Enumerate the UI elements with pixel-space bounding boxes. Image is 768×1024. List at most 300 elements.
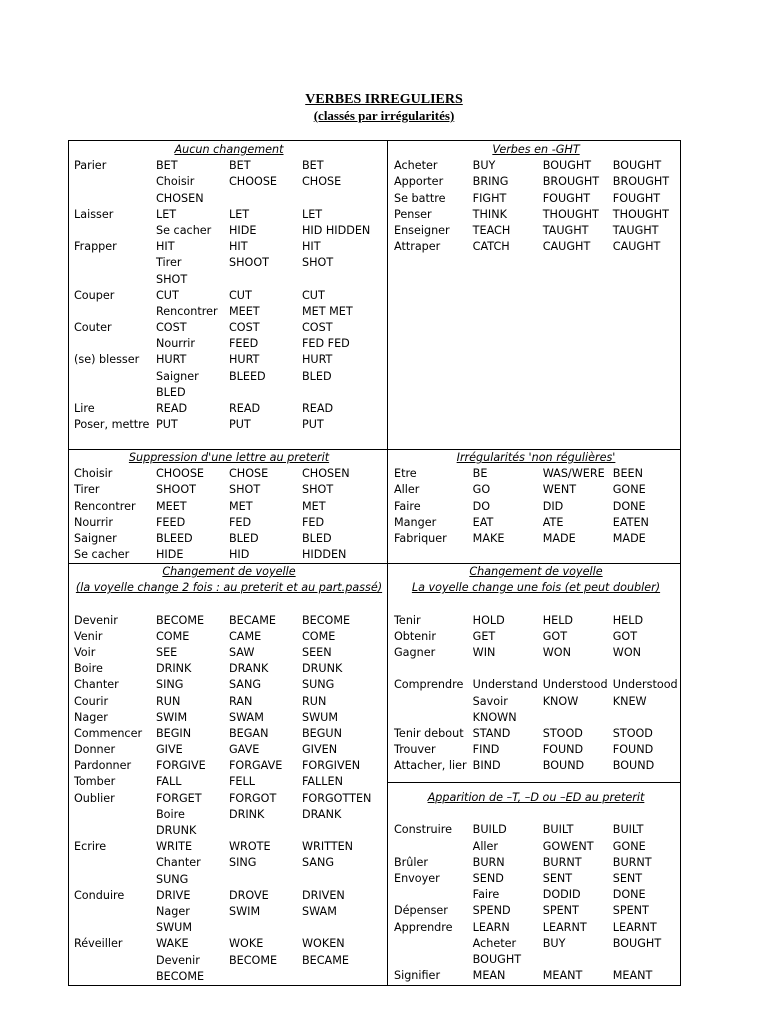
base-form-cell: COME: [156, 629, 190, 643]
past-participle-cell: DONE: [612, 499, 646, 513]
section-header: Changement de voyelle: [162, 565, 296, 578]
base-form-cell: MAKE: [472, 531, 505, 545]
french-verb-cell: Réveiller: [74, 937, 123, 951]
past-participle-cell: HID HIDDEN: [302, 223, 371, 237]
past-participle-cell: READ: [302, 402, 334, 416]
past-participle-cell: [613, 596, 678, 612]
verb-row: [74, 629, 384, 645]
verb-row: [394, 629, 678, 645]
base-form-cell: FIGHT: [472, 191, 507, 205]
base-form-cell: MEAN: [472, 969, 506, 983]
verb-row: [394, 920, 678, 936]
preterit-cell: [229, 920, 302, 936]
section-suppression-lettre: [74, 450, 384, 563]
past-participle-cell: FORGIVEN: [302, 759, 361, 773]
base-form-cell: SUNG: [156, 872, 189, 886]
preterit-cell: CHOOSE: [229, 175, 278, 189]
past-participle-cell: BET: [302, 159, 324, 173]
past-participle-cell: CHOSEN: [302, 467, 350, 481]
preterit-cell: [229, 969, 302, 985]
base-form-cell: FORGIVE: [156, 759, 206, 773]
base-form-cell: SEND: [472, 871, 504, 885]
french-verb-cell: Poser, mettre: [74, 418, 150, 432]
french-verb-cell: Acheter: [394, 159, 438, 173]
verb-row: [394, 223, 678, 239]
past-participle-cell: MET: [302, 499, 326, 513]
french-verb-cell: [74, 855, 156, 871]
past-participle-cell: FORGOTTEN: [302, 791, 372, 805]
verb-row: [74, 920, 384, 936]
french-verb-cell: Lire: [74, 402, 95, 416]
verb-row: [394, 661, 678, 677]
french-verb-cell: Saigner: [74, 531, 117, 545]
base-form-cell: BEGIN: [156, 726, 192, 740]
base-form-cell: BE: [472, 467, 488, 481]
preterit-cell: WENT: [542, 483, 577, 497]
preterit-cell: RAN: [229, 694, 253, 708]
past-participle-cell: [302, 823, 382, 839]
base-form-cell: Boire: [156, 807, 185, 821]
french-verb-cell: [74, 807, 156, 823]
past-participle-cell: WRITTEN: [302, 840, 354, 854]
preterit-cell: MET: [229, 499, 253, 513]
base-form-cell: SWIM: [156, 710, 188, 724]
verb-row: [74, 499, 384, 515]
base-form-cell: DRUNK: [156, 824, 197, 838]
base-form-cell: Saigner: [156, 369, 199, 383]
base-form-cell: BIND: [472, 759, 501, 773]
base-form-cell: STAND: [472, 726, 511, 740]
section-apparition-t-d-ed: [394, 790, 678, 984]
verb-row: [394, 596, 678, 612]
verb-row: [74, 191, 384, 207]
past-participle-cell: [302, 596, 382, 612]
french-verb-cell: [74, 174, 156, 190]
base-form-cell: HOLD: [472, 613, 505, 627]
base-form-cell: Acheter: [472, 936, 517, 950]
past-participle-cell: SENT: [612, 871, 643, 885]
verb-row: [74, 726, 384, 742]
base-form-cell: Savoir: [472, 694, 508, 708]
preterit-cell: STOOD: [542, 726, 583, 740]
preterit-cell: MEANT: [542, 969, 583, 983]
past-participle-cell: FOUGHT: [612, 191, 661, 205]
verb-row: [74, 710, 384, 726]
section-header: Apparition de –T, –D ou –ED au preterit: [427, 791, 645, 804]
base-form-cell: BET: [156, 159, 178, 173]
french-verb-cell: Ecrire: [74, 840, 107, 854]
verb-row: [74, 677, 384, 693]
past-participle-cell: [613, 710, 678, 726]
verb-row: [74, 758, 384, 774]
verb-row: [74, 807, 384, 823]
past-participle-cell: BLED: [302, 531, 332, 545]
past-participle-cell: MET MET: [302, 304, 353, 318]
preterit-cell: WROTE: [229, 840, 271, 854]
document-subtitle: (classés par irrégularités): [313, 108, 455, 123]
verb-row: [74, 320, 384, 336]
verb-row: [394, 207, 678, 223]
preterit-cell: HIT: [229, 240, 248, 254]
base-form-cell: WAKE: [156, 937, 189, 951]
past-participle-cell: SHOT: [302, 483, 334, 497]
base-form-cell: GIVE: [156, 743, 183, 757]
section-header: Aucun changement: [174, 143, 284, 156]
verb-row: [74, 953, 384, 969]
verb-row: [74, 855, 384, 871]
preterit-cell: CAME: [229, 629, 262, 643]
preterit-cell: SWAM: [229, 710, 264, 724]
french-verb-cell: [74, 369, 156, 385]
preterit-cell: SPENT: [542, 904, 579, 918]
verb-row: [394, 936, 678, 952]
past-participle-cell: SPENT: [612, 904, 649, 918]
verb-row: [394, 239, 678, 255]
verb-row: [394, 871, 678, 887]
base-form-cell: Rencontrer: [156, 304, 218, 318]
past-participle-cell: WOKEN: [302, 937, 345, 951]
past-participle-cell: [302, 920, 382, 936]
french-verb-cell: Laisser: [74, 207, 114, 221]
french-verb-cell: Se cacher: [74, 548, 130, 562]
french-verb-cell: [394, 661, 473, 677]
section-header: (la voyelle change 2 fois : au preterit et au part.passé): [75, 581, 383, 595]
preterit-cell: CHOSE: [229, 467, 269, 481]
base-form-cell: THINK: [472, 207, 507, 221]
french-verb-cell: Attacher, lier: [394, 759, 467, 773]
past-participle-cell: FOUND: [612, 743, 654, 757]
verb-row: [74, 596, 384, 612]
french-verb-cell: Tirer: [74, 483, 100, 497]
verb-row: [74, 239, 384, 255]
base-form-cell: BLEED: [156, 531, 193, 545]
preterit-cell: [229, 872, 302, 888]
verb-row: [394, 482, 678, 498]
preterit-cell: TAUGHT: [542, 223, 589, 237]
row-divider-3: [387, 782, 681, 783]
section-header: La voyelle change une fois (et peut doubler): [411, 581, 661, 595]
section-aucun-changement: [74, 142, 384, 433]
french-verb-cell: Chanter: [74, 678, 119, 692]
french-verb-cell: [394, 936, 473, 952]
preterit-cell: DODID: [542, 888, 581, 902]
past-participle-cell: [302, 385, 382, 401]
preterit-cell: PUT: [229, 418, 251, 432]
verb-row: [74, 223, 384, 239]
french-verb-cell: Conduire: [74, 888, 125, 902]
base-form-cell: CHOSEN: [156, 191, 204, 205]
preterit-cell: FEED: [229, 337, 259, 351]
french-verb-cell: Tomber: [74, 775, 116, 789]
base-form-cell: BECOME: [156, 969, 205, 983]
base-form-cell: MEET: [156, 499, 187, 513]
past-participle-cell: FED: [302, 515, 325, 529]
section-changement-voyelle-1: [394, 564, 678, 774]
preterit-cell: GAVE: [229, 743, 260, 757]
preterit-cell: DRINK: [229, 807, 265, 821]
french-verb-cell: (se) blesser: [74, 353, 140, 367]
french-verb-cell: [74, 953, 156, 969]
preterit-cell: [543, 952, 613, 968]
base-form-cell: WRITE: [156, 840, 193, 854]
base-form-cell: CUT: [156, 288, 179, 302]
preterit-cell: HELD: [542, 613, 574, 627]
preterit-cell: SWIM: [229, 904, 261, 918]
preterit-cell: CUT: [229, 288, 252, 302]
preterit-cell: ATE: [542, 515, 564, 529]
preterit-cell: THOUGHT: [542, 207, 599, 221]
preterit-cell: WOKE: [229, 937, 264, 951]
preterit-cell: CAUGHT: [542, 240, 591, 254]
preterit-cell: BURNT: [542, 855, 582, 869]
preterit-cell: HURT: [229, 353, 260, 367]
verb-row: [74, 531, 384, 547]
preterit-cell: GOWENT: [542, 839, 594, 853]
french-verb-cell: [74, 872, 156, 888]
preterit-cell: [229, 596, 302, 612]
preterit-cell: HID: [229, 548, 250, 562]
base-form-cell: BECOME: [156, 613, 205, 627]
verb-row: [394, 174, 678, 190]
verb-row: [394, 742, 678, 758]
verb-row: [74, 336, 384, 352]
base-form-cell: BUILD: [472, 823, 507, 837]
section-irregularites: [394, 450, 678, 547]
base-form-cell: GET: [472, 629, 496, 643]
preterit-cell: [543, 596, 613, 612]
base-form-cell: HIDE: [156, 548, 184, 562]
base-form-cell: LEARN: [472, 920, 510, 934]
verb-row: [74, 401, 384, 417]
french-verb-cell: [394, 710, 473, 726]
preterit-cell: SHOT: [229, 483, 261, 497]
past-participle-cell: FALLEN: [302, 775, 343, 789]
french-verb-cell: [394, 952, 473, 968]
verb-row: [394, 645, 678, 661]
past-participle-cell: PUT: [302, 418, 324, 432]
verb-row: [74, 839, 384, 855]
past-participle-cell: GOT: [612, 629, 638, 643]
preterit-cell: BECAME: [229, 613, 276, 627]
french-verb-cell: [394, 839, 473, 855]
preterit-cell: FOUND: [542, 743, 584, 757]
base-form-cell: FEED: [156, 515, 186, 529]
french-verb-cell: [74, 223, 156, 239]
past-participle-cell: EATEN: [612, 515, 649, 529]
french-verb-cell: Apprendre: [394, 920, 453, 934]
preterit-cell: COST: [229, 321, 260, 335]
verb-row: [74, 272, 384, 288]
verb-row: [394, 726, 678, 742]
base-form-cell: PUT: [156, 418, 178, 432]
french-verb-cell: [74, 904, 156, 920]
past-participle-cell: COME: [302, 629, 336, 643]
section-header: Irrégularités 'non régulières': [456, 451, 616, 464]
base-form-cell: BURN: [472, 855, 505, 869]
verb-row: [394, 806, 678, 822]
past-participle-cell: MEANT: [612, 969, 653, 983]
french-verb-cell: [74, 385, 156, 401]
french-verb-cell: Faire: [394, 499, 421, 513]
verb-row: [74, 823, 384, 839]
past-participle-cell: BUILT: [612, 823, 644, 837]
french-verb-cell: [74, 969, 156, 985]
preterit-cell: SANG: [229, 678, 262, 692]
verb-row: [394, 613, 678, 629]
base-form-cell: Chanter: [156, 856, 201, 870]
verb-row: [74, 352, 384, 368]
base-form-cell: Aller: [472, 839, 499, 853]
past-participle-cell: DRIVEN: [302, 888, 345, 902]
past-participle-cell: BURNT: [612, 855, 652, 869]
preterit-cell: BLEED: [229, 369, 266, 383]
base-form-cell: DRIVE: [156, 888, 191, 902]
verb-row: [74, 661, 384, 677]
french-verb-cell: Donner: [74, 743, 116, 757]
preterit-cell: SHOOT: [229, 256, 269, 270]
french-verb-cell: [74, 272, 156, 288]
past-participle-cell: COST: [302, 321, 333, 335]
verb-row: [74, 158, 384, 174]
french-verb-cell: Courir: [74, 694, 109, 708]
preterit-cell: [229, 823, 302, 839]
verb-row: [74, 547, 384, 563]
preterit-cell: SENT: [542, 871, 573, 885]
base-form-cell: HURT: [156, 353, 187, 367]
french-verb-cell: [394, 694, 473, 710]
verb-row: [74, 304, 384, 320]
french-verb-cell: Parier: [74, 159, 107, 173]
past-participle-cell: BEEN: [612, 467, 643, 481]
verb-row: [394, 758, 678, 774]
preterit-cell: READ: [229, 402, 261, 416]
french-verb-cell: [74, 336, 156, 352]
verb-row: [74, 774, 384, 790]
base-form-cell: EAT: [472, 515, 494, 529]
past-participle-cell: HURT: [302, 353, 333, 367]
past-participle-cell: [302, 969, 382, 985]
past-participle-cell: BECAME: [302, 953, 349, 967]
preterit-cell: WON: [542, 645, 571, 659]
past-participle-cell: GONE: [612, 483, 646, 497]
verb-row: [394, 466, 678, 482]
past-participle-cell: DONE: [612, 888, 646, 902]
french-verb-cell: Gagner: [394, 645, 436, 659]
base-form-cell: SHOOT: [156, 483, 196, 497]
base-form-cell: RUN: [156, 694, 181, 708]
french-verb-cell: Manger: [394, 515, 437, 529]
past-participle-cell: SHOT: [302, 256, 334, 270]
french-verb-cell: Attraper: [394, 240, 441, 254]
verb-row: [394, 855, 678, 871]
verb-row: [394, 499, 678, 515]
preterit-cell: [543, 806, 613, 822]
base-form-cell: SPEND: [472, 904, 511, 918]
preterit-cell: BEGAN: [229, 726, 269, 740]
past-participle-cell: KNEW: [612, 694, 647, 708]
base-form-cell: SHOT: [156, 272, 188, 286]
past-participle-cell: [302, 191, 382, 207]
base-form-cell: DO: [472, 499, 491, 513]
preterit-cell: [543, 661, 613, 677]
base-form-cell: SING: [156, 678, 184, 692]
verb-row: [394, 677, 678, 693]
preterit-cell: SAW: [229, 645, 255, 659]
base-form-cell: BUY: [472, 159, 496, 173]
preterit-cell: GOT: [542, 629, 568, 643]
base-form-cell: Devenir: [156, 953, 200, 967]
french-verb-cell: Aller: [394, 483, 420, 497]
past-participle-cell: [613, 952, 678, 968]
verb-row: [394, 839, 678, 855]
french-verb-cell: Devenir: [74, 613, 118, 627]
french-verb-cell: Fabriquer: [394, 531, 447, 545]
section-header: Changement de voyelle: [469, 565, 603, 578]
verb-row: [74, 255, 384, 271]
verb-row: [74, 369, 384, 385]
french-verb-cell: Apporter: [394, 175, 444, 189]
base-form-cell: [473, 806, 543, 822]
preterit-cell: LET: [229, 207, 250, 221]
french-verb-cell: Rencontrer: [74, 499, 136, 513]
past-participle-cell: Understood: [612, 678, 678, 692]
preterit-cell: LEARNT: [542, 920, 587, 934]
verb-row: [74, 645, 384, 661]
preterit-cell: Understood: [542, 678, 608, 692]
french-verb-cell: Venir: [74, 629, 103, 643]
verb-row: [394, 531, 678, 547]
base-form-cell: BOUGHT: [472, 952, 522, 966]
past-participle-cell: BROUGHT: [612, 175, 670, 189]
preterit-cell: DROVE: [229, 888, 269, 902]
past-participle-cell: FED FED: [302, 337, 350, 351]
preterit-cell: BROUGHT: [542, 175, 600, 189]
french-verb-cell: Voir: [74, 645, 96, 659]
past-participle-cell: DRUNK: [302, 662, 343, 676]
preterit-cell: DID: [542, 499, 564, 513]
verb-row: [74, 466, 384, 482]
french-verb-cell: Obtenir: [394, 629, 436, 643]
past-participle-cell: BOUND: [612, 759, 655, 773]
french-verb-cell: [74, 823, 156, 839]
french-verb-cell: Commencer: [74, 726, 143, 740]
past-participle-cell: SANG: [302, 856, 335, 870]
section-changement-voyelle-2: [74, 564, 384, 985]
past-participle-cell: CUT: [302, 288, 325, 302]
french-verb-cell: Etre: [394, 467, 417, 481]
past-participle-cell: CHOSE: [302, 175, 342, 189]
past-participle-cell: SUNG: [302, 678, 335, 692]
french-verb-cell: [74, 596, 156, 612]
past-participle-cell: SWAM: [302, 904, 337, 918]
base-form-cell: FORGET: [156, 791, 202, 805]
french-verb-cell: Brûler: [394, 855, 428, 869]
french-verb-cell: [394, 887, 473, 903]
verb-row: [74, 207, 384, 223]
verb-row: [394, 903, 678, 919]
preterit-cell: [229, 191, 302, 207]
base-form-cell: Tirer: [156, 256, 182, 270]
base-form-cell: GO: [472, 483, 491, 497]
verb-row: [394, 887, 678, 903]
french-verb-cell: Signifier: [394, 969, 441, 983]
preterit-cell: BECOME: [229, 953, 278, 967]
french-verb-cell: Tenir: [394, 613, 421, 627]
base-form-cell: BRING: [472, 175, 509, 189]
preterit-cell: DRANK: [229, 662, 269, 676]
french-verb-cell: [394, 596, 473, 612]
french-verb-cell: Frapper: [74, 240, 117, 254]
